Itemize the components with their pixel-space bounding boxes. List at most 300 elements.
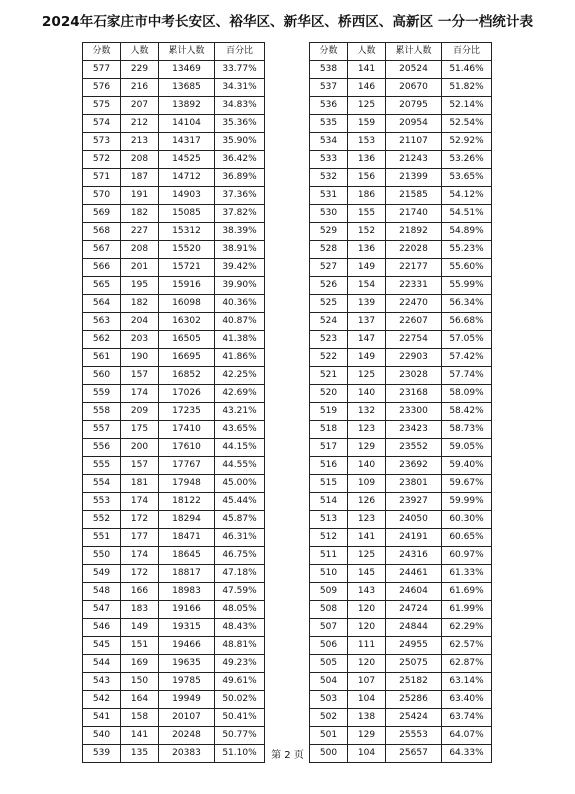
- score-cell: 558: [83, 403, 121, 421]
- cumulative-cell: 18294: [159, 511, 215, 529]
- table-row: [83, 205, 265, 223]
- table-row: [83, 601, 265, 619]
- cumulative-cell: 23801: [386, 475, 442, 493]
- table-row: [310, 79, 492, 97]
- count-cell: 141: [348, 529, 386, 547]
- percent-cell: 57.05%: [442, 331, 492, 349]
- percent-cell: 34.31%: [215, 79, 265, 97]
- cumulative-cell: 20795: [386, 97, 442, 115]
- percent-cell: 43.21%: [215, 403, 265, 421]
- table-row: [310, 349, 492, 367]
- score-cell: 512: [310, 529, 348, 547]
- cumulative-cell: 24604: [386, 583, 442, 601]
- table-row: [310, 385, 492, 403]
- score-cell: 516: [310, 457, 348, 475]
- cumulative-cell: 17235: [159, 403, 215, 421]
- table-row: [83, 313, 265, 331]
- cumulative-cell: 22331: [386, 277, 442, 295]
- count-cell: 149: [348, 259, 386, 277]
- table-row: [310, 97, 492, 115]
- count-cell: 174: [121, 547, 159, 565]
- cumulative-cell: 15916: [159, 277, 215, 295]
- table-row: [83, 223, 265, 241]
- score-cell: 566: [83, 259, 121, 277]
- score-cell: 542: [83, 691, 121, 709]
- percent-cell: 52.14%: [442, 97, 492, 115]
- score-cell: 537: [310, 79, 348, 97]
- count-cell: 181: [121, 475, 159, 493]
- count-cell: 152: [348, 223, 386, 241]
- percent-cell: 63.74%: [442, 709, 492, 727]
- percent-cell: 54.12%: [442, 187, 492, 205]
- score-cell: 576: [83, 79, 121, 97]
- percent-cell: 62.29%: [442, 619, 492, 637]
- score-cell: 577: [83, 61, 121, 79]
- count-cell: 136: [348, 241, 386, 259]
- table-row: [83, 349, 265, 367]
- score-cell: 521: [310, 367, 348, 385]
- score-table-left: [82, 42, 265, 763]
- percent-cell: 51.46%: [442, 61, 492, 79]
- percent-cell: 50.41%: [215, 709, 265, 727]
- count-cell: 138: [348, 709, 386, 727]
- score-cell: 501: [310, 727, 348, 745]
- cumulative-cell: 18983: [159, 583, 215, 601]
- score-cell: 567: [83, 241, 121, 259]
- table-row: [83, 457, 265, 475]
- count-cell: 143: [348, 583, 386, 601]
- score-cell: 549: [83, 565, 121, 583]
- count-cell: 182: [121, 205, 159, 223]
- percent-cell: 59.99%: [442, 493, 492, 511]
- table-row: [310, 277, 492, 295]
- cumulative-cell: 23300: [386, 403, 442, 421]
- cumulative-cell: 20524: [386, 61, 442, 79]
- score-cell: 569: [83, 205, 121, 223]
- count-cell: 208: [121, 241, 159, 259]
- percent-cell: 41.86%: [215, 349, 265, 367]
- percent-cell: 45.00%: [215, 475, 265, 493]
- count-cell: 139: [348, 295, 386, 313]
- percent-cell: 50.02%: [215, 691, 265, 709]
- cumulative-cell: 23552: [386, 439, 442, 457]
- percent-cell: 51.82%: [442, 79, 492, 97]
- cumulative-cell: 13892: [159, 97, 215, 115]
- table-row: [83, 61, 265, 79]
- table-row: [83, 583, 265, 601]
- percent-cell: 38.91%: [215, 241, 265, 259]
- score-cell: 520: [310, 385, 348, 403]
- table-row: [310, 709, 492, 727]
- score-cell: 527: [310, 259, 348, 277]
- score-cell: 563: [83, 313, 121, 331]
- percent-cell: 39.90%: [215, 277, 265, 295]
- score-cell: 500: [310, 745, 348, 763]
- score-cell: 574: [83, 115, 121, 133]
- percent-cell: 53.65%: [442, 169, 492, 187]
- table-row: [310, 403, 492, 421]
- count-cell: 125: [348, 367, 386, 385]
- cumulative-cell: 24050: [386, 511, 442, 529]
- score-cell: 556: [83, 439, 121, 457]
- table-row: [83, 115, 265, 133]
- cumulative-cell: 20383: [159, 745, 215, 763]
- table-row: [310, 241, 492, 259]
- score-cell: 532: [310, 169, 348, 187]
- count-cell: 175: [121, 421, 159, 439]
- percent-cell: 55.23%: [442, 241, 492, 259]
- count-cell: 182: [121, 295, 159, 313]
- count-cell: 183: [121, 601, 159, 619]
- score-cell: 541: [83, 709, 121, 727]
- count-cell: 156: [348, 169, 386, 187]
- score-cell: 540: [83, 727, 121, 745]
- cumulative-cell: 18471: [159, 529, 215, 547]
- count-cell: 169: [121, 655, 159, 673]
- percent-cell: 59.05%: [442, 439, 492, 457]
- table-row: [310, 547, 492, 565]
- cumulative-cell: 14712: [159, 169, 215, 187]
- score-cell: 575: [83, 97, 121, 115]
- cumulative-cell: 16695: [159, 349, 215, 367]
- cumulative-cell: 21107: [386, 133, 442, 151]
- table-row: [83, 133, 265, 151]
- cumulative-cell: 15085: [159, 205, 215, 223]
- count-cell: 107: [348, 673, 386, 691]
- cumulative-cell: 24955: [386, 637, 442, 655]
- score-cell: 571: [83, 169, 121, 187]
- score-cell: 560: [83, 367, 121, 385]
- table-row: [83, 619, 265, 637]
- score-cell: 514: [310, 493, 348, 511]
- table-row: [83, 259, 265, 277]
- percent-cell: 48.43%: [215, 619, 265, 637]
- table-row: [83, 475, 265, 493]
- count-cell: 104: [348, 745, 386, 763]
- percent-cell: 38.39%: [215, 223, 265, 241]
- percent-cell: 37.82%: [215, 205, 265, 223]
- table-row: [310, 223, 492, 241]
- table-row: [83, 295, 265, 313]
- count-cell: 149: [121, 619, 159, 637]
- count-cell: 229: [121, 61, 159, 79]
- cumulative-cell: 21399: [386, 169, 442, 187]
- column-header-count: 人数: [121, 43, 159, 61]
- percent-cell: 43.65%: [215, 421, 265, 439]
- percent-cell: 39.42%: [215, 259, 265, 277]
- score-cell: 559: [83, 385, 121, 403]
- table-row: [83, 421, 265, 439]
- percent-cell: 36.42%: [215, 151, 265, 169]
- column-header-score: 分数: [310, 43, 348, 61]
- percent-cell: 48.81%: [215, 637, 265, 655]
- percent-cell: 47.59%: [215, 583, 265, 601]
- score-cell: 528: [310, 241, 348, 259]
- score-cell: 515: [310, 475, 348, 493]
- score-cell: 573: [83, 133, 121, 151]
- cumulative-cell: 13469: [159, 61, 215, 79]
- table-row: [310, 115, 492, 133]
- count-cell: 132: [348, 403, 386, 421]
- percent-cell: 64.33%: [442, 745, 492, 763]
- count-cell: 137: [348, 313, 386, 331]
- cumulative-cell: 19166: [159, 601, 215, 619]
- count-cell: 158: [121, 709, 159, 727]
- count-cell: 207: [121, 97, 159, 115]
- table-row: [310, 331, 492, 349]
- cumulative-cell: 17767: [159, 457, 215, 475]
- table-row: [83, 331, 265, 349]
- percent-cell: 35.90%: [215, 133, 265, 151]
- cumulative-cell: 20107: [159, 709, 215, 727]
- score-cell: 511: [310, 547, 348, 565]
- count-cell: 120: [348, 601, 386, 619]
- score-cell: 538: [310, 61, 348, 79]
- count-cell: 200: [121, 439, 159, 457]
- percent-cell: 56.68%: [442, 313, 492, 331]
- count-cell: 186: [348, 187, 386, 205]
- score-cell: 535: [310, 115, 348, 133]
- cumulative-cell: 24461: [386, 565, 442, 583]
- percent-cell: 49.23%: [215, 655, 265, 673]
- score-cell: 543: [83, 673, 121, 691]
- score-cell: 530: [310, 205, 348, 223]
- table-row: [310, 529, 492, 547]
- percent-cell: 34.83%: [215, 97, 265, 115]
- score-cell: 502: [310, 709, 348, 727]
- score-cell: 523: [310, 331, 348, 349]
- table-row: [310, 187, 492, 205]
- cumulative-cell: 15312: [159, 223, 215, 241]
- count-cell: 111: [348, 637, 386, 655]
- score-cell: 525: [310, 295, 348, 313]
- cumulative-cell: 22607: [386, 313, 442, 331]
- table-row: [83, 187, 265, 205]
- score-cell: 550: [83, 547, 121, 565]
- cumulative-cell: 25075: [386, 655, 442, 673]
- percent-cell: 51.10%: [215, 745, 265, 763]
- count-cell: 157: [121, 367, 159, 385]
- table-row: [310, 151, 492, 169]
- score-cell: 531: [310, 187, 348, 205]
- cumulative-cell: 16302: [159, 313, 215, 331]
- table-row: [83, 691, 265, 709]
- table-row: [310, 133, 492, 151]
- cumulative-cell: 21740: [386, 205, 442, 223]
- count-cell: 204: [121, 313, 159, 331]
- cumulative-cell: 20670: [386, 79, 442, 97]
- count-cell: 153: [348, 133, 386, 151]
- count-cell: 120: [348, 619, 386, 637]
- table-row: [310, 313, 492, 331]
- cumulative-cell: 23028: [386, 367, 442, 385]
- cumulative-cell: 19315: [159, 619, 215, 637]
- cumulative-cell: 23692: [386, 457, 442, 475]
- percent-cell: 44.55%: [215, 457, 265, 475]
- score-cell: 572: [83, 151, 121, 169]
- score-cell: 547: [83, 601, 121, 619]
- percent-cell: 60.30%: [442, 511, 492, 529]
- percent-cell: 61.99%: [442, 601, 492, 619]
- percent-cell: 42.69%: [215, 385, 265, 403]
- score-cell: 510: [310, 565, 348, 583]
- cumulative-cell: 17410: [159, 421, 215, 439]
- column-header-score: 分数: [83, 43, 121, 61]
- count-cell: 146: [348, 79, 386, 97]
- cumulative-cell: 14317: [159, 133, 215, 151]
- percent-cell: 42.25%: [215, 367, 265, 385]
- table-row: [83, 385, 265, 403]
- count-cell: 125: [348, 97, 386, 115]
- column-header-percent: 百分比: [215, 43, 265, 61]
- score-cell: 557: [83, 421, 121, 439]
- percent-cell: 64.07%: [442, 727, 492, 745]
- score-cell: 562: [83, 331, 121, 349]
- table-row: [310, 601, 492, 619]
- count-cell: 190: [121, 349, 159, 367]
- score-cell: 508: [310, 601, 348, 619]
- table-row: [310, 61, 492, 79]
- cumulative-cell: 21243: [386, 151, 442, 169]
- table-row: [310, 421, 492, 439]
- cumulative-cell: 22177: [386, 259, 442, 277]
- count-cell: 172: [121, 565, 159, 583]
- count-cell: 203: [121, 331, 159, 349]
- percent-cell: 58.09%: [442, 385, 492, 403]
- score-cell: 561: [83, 349, 121, 367]
- percent-cell: 35.36%: [215, 115, 265, 133]
- score-cell: 544: [83, 655, 121, 673]
- column-header-count: 人数: [348, 43, 386, 61]
- percent-cell: 47.18%: [215, 565, 265, 583]
- count-cell: 129: [348, 727, 386, 745]
- score-cell: 524: [310, 313, 348, 331]
- table-row: [310, 457, 492, 475]
- table-row: [83, 493, 265, 511]
- table-row: [310, 511, 492, 529]
- percent-cell: 37.36%: [215, 187, 265, 205]
- cumulative-cell: 25657: [386, 745, 442, 763]
- percent-cell: 36.89%: [215, 169, 265, 187]
- cumulative-cell: 15721: [159, 259, 215, 277]
- score-cell: 555: [83, 457, 121, 475]
- score-cell: 553: [83, 493, 121, 511]
- score-cell: 539: [83, 745, 121, 763]
- count-cell: 140: [348, 457, 386, 475]
- count-cell: 150: [121, 673, 159, 691]
- score-cell: 552: [83, 511, 121, 529]
- cumulative-cell: 15520: [159, 241, 215, 259]
- score-cell: 534: [310, 133, 348, 151]
- score-cell: 504: [310, 673, 348, 691]
- percent-cell: 55.60%: [442, 259, 492, 277]
- column-header-cumulative: 累计人数: [159, 43, 215, 61]
- table-row: [310, 619, 492, 637]
- cumulative-cell: 20248: [159, 727, 215, 745]
- percent-cell: 53.26%: [442, 151, 492, 169]
- percent-cell: 48.05%: [215, 601, 265, 619]
- score-cell: 518: [310, 421, 348, 439]
- cumulative-cell: 19635: [159, 655, 215, 673]
- score-cell: 526: [310, 277, 348, 295]
- cumulative-cell: 22028: [386, 241, 442, 259]
- count-cell: 141: [348, 61, 386, 79]
- cumulative-cell: 20954: [386, 115, 442, 133]
- count-cell: 172: [121, 511, 159, 529]
- table-row: [83, 727, 265, 745]
- table-row: [83, 79, 265, 97]
- table-header-row: [310, 43, 492, 61]
- table-row: [83, 565, 265, 583]
- cumulative-cell: 21585: [386, 187, 442, 205]
- column-header-cumulative: 累计人数: [386, 43, 442, 61]
- table-row: [310, 367, 492, 385]
- percent-cell: 60.65%: [442, 529, 492, 547]
- count-cell: 216: [121, 79, 159, 97]
- percent-cell: 57.42%: [442, 349, 492, 367]
- count-cell: 141: [121, 727, 159, 745]
- percent-cell: 52.54%: [442, 115, 492, 133]
- page-title: 2024年石家庄市中考长安区、裕华区、新华区、桥西区、高新区 一分一档统计表: [41, 14, 534, 30]
- percent-cell: 62.57%: [442, 637, 492, 655]
- cumulative-cell: 13685: [159, 79, 215, 97]
- table-row: [83, 241, 265, 259]
- count-cell: 174: [121, 385, 159, 403]
- count-cell: 159: [348, 115, 386, 133]
- percent-cell: 52.92%: [442, 133, 492, 151]
- cumulative-cell: 14903: [159, 187, 215, 205]
- count-cell: 157: [121, 457, 159, 475]
- cumulative-cell: 25424: [386, 709, 442, 727]
- percent-cell: 59.67%: [442, 475, 492, 493]
- count-cell: 174: [121, 493, 159, 511]
- score-cell: 533: [310, 151, 348, 169]
- count-cell: 145: [348, 565, 386, 583]
- count-cell: 201: [121, 259, 159, 277]
- score-cell: 505: [310, 655, 348, 673]
- percent-cell: 54.89%: [442, 223, 492, 241]
- score-cell: 513: [310, 511, 348, 529]
- count-cell: 213: [121, 133, 159, 151]
- percent-cell: 58.73%: [442, 421, 492, 439]
- score-cell: 519: [310, 403, 348, 421]
- cumulative-cell: 19949: [159, 691, 215, 709]
- score-cell: 554: [83, 475, 121, 493]
- table-row: [310, 637, 492, 655]
- count-cell: 125: [348, 547, 386, 565]
- cumulative-cell: 17610: [159, 439, 215, 457]
- count-cell: 227: [121, 223, 159, 241]
- cumulative-cell: 14104: [159, 115, 215, 133]
- percent-cell: 60.97%: [442, 547, 492, 565]
- column-header-percent: 百分比: [442, 43, 492, 61]
- count-cell: 126: [348, 493, 386, 511]
- percent-cell: 59.40%: [442, 457, 492, 475]
- percent-cell: 33.77%: [215, 61, 265, 79]
- table-row: [310, 259, 492, 277]
- count-cell: 149: [348, 349, 386, 367]
- count-cell: 209: [121, 403, 159, 421]
- count-cell: 164: [121, 691, 159, 709]
- table-row: [310, 727, 492, 745]
- table-row: [310, 205, 492, 223]
- percent-cell: 41.38%: [215, 331, 265, 349]
- table-row: [83, 547, 265, 565]
- count-cell: 123: [348, 421, 386, 439]
- table-row: [83, 277, 265, 295]
- table-row: [83, 511, 265, 529]
- score-cell: 545: [83, 637, 121, 655]
